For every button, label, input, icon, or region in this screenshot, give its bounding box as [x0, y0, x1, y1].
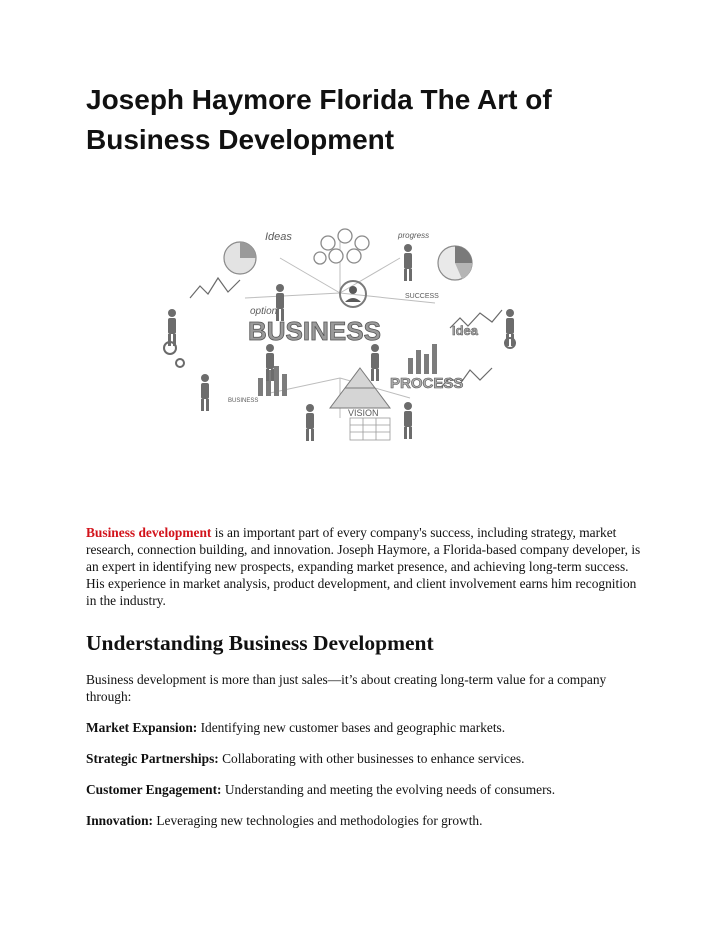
section-heading: Understanding Business Development — [86, 631, 434, 655]
list-item-term: Customer Engagement: — [86, 782, 222, 797]
business-illustration — [150, 218, 530, 453]
section-lead: Business development is more than just sales—it’s about creating long-term value for a company through: — [86, 672, 607, 704]
label-idea: Idea — [452, 323, 479, 338]
list-item — [86, 750, 646, 767]
pie-chart-icon — [224, 242, 256, 274]
list-item-term: Innovation: — [86, 813, 153, 828]
business-development-link[interactable]: Business development — [86, 525, 212, 540]
intro-text: is an important part of every company's success, including strategy, market research, connection building, and innovation. Joseph Haymore, a Florida-based company developer, is an expert in identifying new prospects, expanding market presence, and achieving long-term success. His experience in market analysis, product development, and client involvement earns him recognition in the industry. — [86, 525, 641, 608]
label-vision: VISION — [348, 408, 379, 418]
list-item-term: Market Expansion: — [86, 720, 198, 735]
label-ideas: Ideas — [265, 231, 292, 243]
label-success: SUCCESS — [405, 293, 439, 300]
list-item-term: Strategic Partnerships: — [86, 751, 219, 766]
table-grid-icon — [350, 418, 390, 440]
label-business-small: BUSINESS — [228, 398, 259, 404]
list-item-desc: Understanding and meeting the evolving needs of consumers. — [221, 782, 556, 797]
label-progress: progress — [398, 231, 430, 240]
page-title: Joseph Haymore Florida The Art of Business Development — [86, 84, 552, 155]
label-option: option — [250, 306, 278, 317]
pyramid-icon — [330, 368, 390, 408]
list-item — [86, 812, 646, 829]
list-item — [86, 719, 646, 736]
pie-chart-right-icon — [438, 246, 472, 280]
list-item-desc: Collaborating with other businesses to enhance services. — [218, 751, 525, 766]
network-hexagons — [314, 229, 369, 264]
list-item-desc: Leveraging new technologies and methodologies for growth. — [152, 813, 483, 828]
intro-paragraph — [86, 524, 646, 609]
label-business-large: BUSINESS — [248, 316, 381, 346]
label-process: PROCESS — [390, 375, 464, 392]
list-item — [86, 781, 646, 798]
list-item-desc: Identifying new customer bases and geographic markets. — [197, 720, 506, 735]
